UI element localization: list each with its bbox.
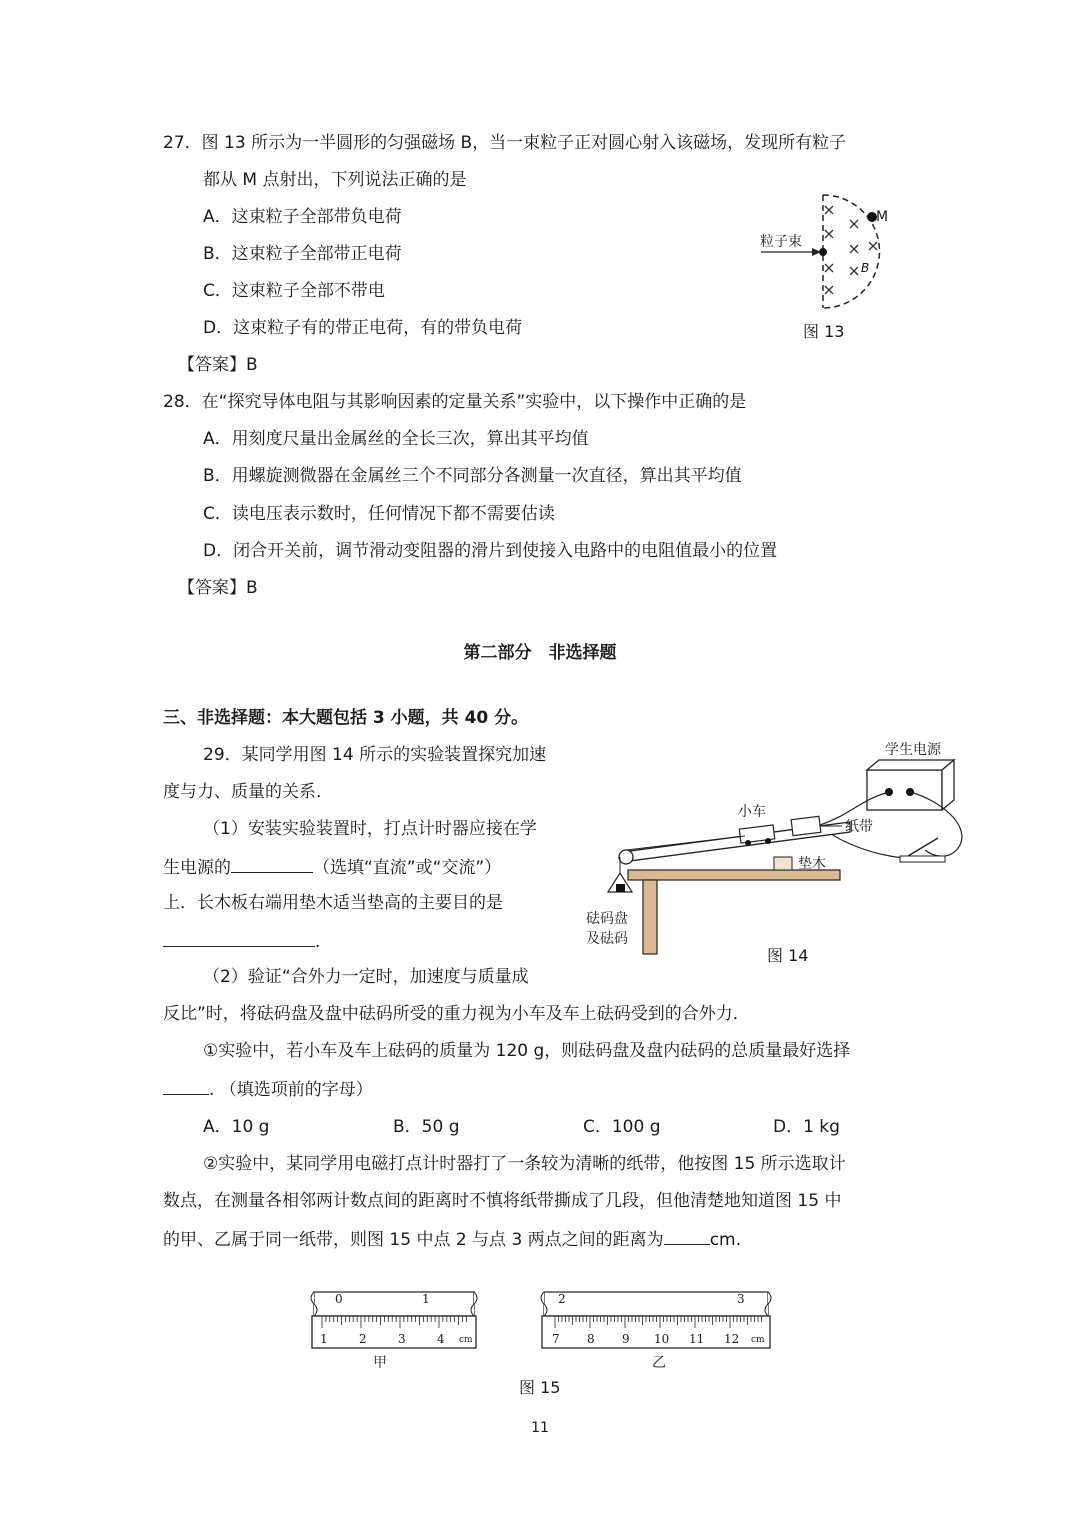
label-beam: 粒子束 (760, 234, 802, 250)
label-m: M (876, 209, 889, 225)
q29-choice-a: A．10 g (203, 1117, 270, 1137)
figure-15 (300, 1280, 780, 1410)
q27-option-b: B．这束粒子全部带正电荷 (203, 244, 402, 264)
q29-s2-line3 (163, 1226, 741, 1252)
q29-p1-line3: 上．长木板右端用垫木适当垫高的主要目的是 (163, 893, 503, 913)
q28-option-b: B．用螺旋测微器在金属丝三个不同部分各测量一次直径，算出其平均值 (203, 466, 742, 486)
label-yi: 乙 (652, 1355, 666, 1371)
q27-option-c: C．这束粒子全部不带电 (203, 281, 385, 301)
tape-jia-label-1: 1 (422, 1292, 430, 1306)
figure-13 (755, 190, 905, 350)
tape-yi (541, 1292, 771, 1371)
q29-line2: 度与力、质量的关系． (163, 782, 333, 802)
label-power: 学生电源 (885, 742, 941, 758)
figure-14 (580, 740, 975, 970)
label-b: B (861, 261, 870, 275)
answer-blank-1[interactable] (231, 854, 313, 873)
label-block: 垫木 (798, 856, 826, 872)
label-jia: 甲 (373, 1355, 387, 1371)
q29-s1-line2 (163, 1076, 373, 1102)
q29-choice-b: B．50 g (393, 1117, 460, 1137)
ruler-jia-4: 4 (437, 1332, 445, 1346)
page-number: 11 (531, 1420, 549, 1436)
label-cart: 小车 (738, 804, 766, 820)
tape-yi-label-2: 2 (558, 1292, 566, 1306)
q29-choice-c: C．100 g (583, 1117, 661, 1137)
q29-s2-line3b: cm. (709, 1230, 741, 1250)
q28-answer: 【答案】B (178, 578, 258, 598)
label-weight-2: 及砝码 (586, 931, 628, 947)
q27-stem-line2: 都从 M 点射出，下列说法正确的是 (203, 170, 467, 190)
q29-p2-line2: 反比”时，将砝码盘及盘中砝码所受的重力视为小车及车上砝码受到的合外力． (163, 1004, 750, 1024)
q29-s2-line3a: 的甲、乙属于同一纸带，则图 15 中点 2 与点 3 两点之间的距离为 (163, 1230, 664, 1250)
ruler-jia-1: 1 (320, 1332, 328, 1346)
answer-blank-4[interactable] (664, 1226, 710, 1245)
ruler-yi-12: 12 (724, 1332, 740, 1346)
q29-s2-line2: 数点，在测量各相邻两计数点间的距离时不慎将纸带撕成了几段，但他清楚地知道图 15 中 (163, 1191, 842, 1211)
q29-p1-line1: （1）安装实验装置时，打点计时器应接在学 (203, 819, 537, 839)
q29-s2-line1: ②实验中，某同学用电磁打点计时器打了一条较为清晰的纸带，他按图 15 所示选取计 (203, 1154, 846, 1174)
tape-jia (311, 1292, 477, 1371)
q28-option-d: D．闭合开关前，调节滑动变阻器的滑片到使接入电路中的电阻值最小的位置 (203, 541, 778, 561)
ruler-yi-10: 10 (654, 1332, 670, 1346)
q28-option-a: A．用刻度尺量出金属丝的全长三次，算出其平均值 (203, 429, 589, 449)
figure-14-caption: 图 14 (767, 946, 809, 965)
q29-line1: 29．某同学用图 14 所示的实验装置探究加速 (203, 745, 547, 765)
label-tape: 纸带 (845, 819, 873, 835)
tape-jia-label-0: 0 (335, 1292, 343, 1306)
q28-option-c: C．读电压表示数时，任何情况下都不需要估读 (203, 504, 555, 524)
ruler-yi-11: 11 (689, 1332, 705, 1346)
section3-title: 三、非选择题：本大题包括 3 小题，共 40 分。 (163, 708, 529, 728)
q29-s1-line2-text: . （填选项前的字母） (209, 1080, 373, 1100)
answer-blank-3[interactable] (163, 1076, 209, 1095)
figure-13-caption: 图 13 (803, 322, 845, 341)
tape-yi-label-3: 3 (737, 1292, 745, 1306)
ruler-yi-7: 7 (552, 1332, 560, 1346)
q29-p1-line4 (163, 928, 320, 954)
q29-p2-line1: （2）验证“合外力一定时，加速度与质量成 (203, 967, 529, 987)
ruler-jia-2: 2 (359, 1332, 367, 1346)
q27-option-d: D．这束粒子有的带正电荷，有的带负电荷 (203, 318, 523, 338)
part2-title: 第二部分 非选择题 (463, 643, 617, 663)
q29-choice-d: D．1 kg (773, 1117, 840, 1137)
q29-p1-line4-end: . (315, 932, 321, 952)
q27-stem-line1: 27．图 13 所示为一半圆形的匀强磁场 B，当一束粒子正对圆心射入该磁场，发现所有粒子 (163, 133, 847, 153)
q29-p1-line2 (163, 854, 501, 880)
q29-p1-line2b: （选填“直流”或“交流”） (313, 858, 502, 878)
figure-15-caption: 图 15 (519, 1378, 561, 1397)
ruler-jia-3: 3 (398, 1332, 406, 1346)
q27-answer: 【答案】B (178, 355, 258, 375)
q27-option-a: A．这束粒子全部带负电荷 (203, 207, 402, 227)
ruler-jia-unit: cm (459, 1335, 473, 1345)
ruler-yi-unit: cm (751, 1335, 765, 1345)
ruler-yi-8: 8 (587, 1332, 595, 1346)
label-weight-1: 砝码盘 (586, 911, 628, 927)
ruler-yi-9: 9 (622, 1332, 630, 1346)
q28-stem: 28．在“探究导体电阻与其影响因素的定量关系”实验中，以下操作中正确的是 (163, 392, 747, 412)
answer-blank-2[interactable] (163, 928, 315, 947)
q29-p1-line2a: 生电源的 (163, 858, 231, 878)
q29-s1-line1: ①实验中，若小车及车上砝码的质量为 120 g，则砝码盘及盘内砝码的总质量最好选择 (203, 1041, 851, 1061)
